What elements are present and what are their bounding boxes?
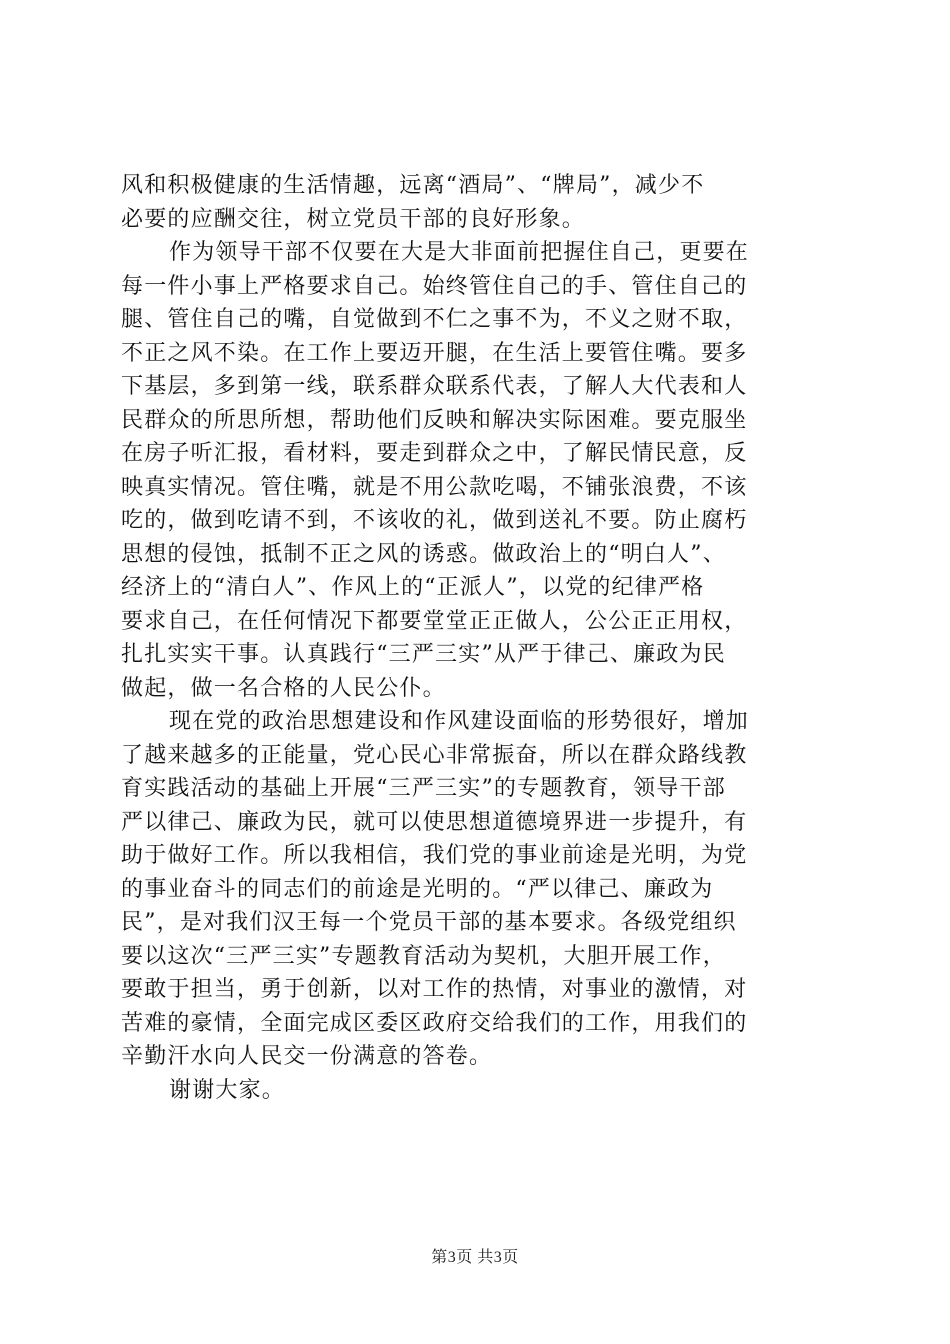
- text-line: 要敢于担当，勇于创新，以对工作的热情，对事业的激情，对: [121, 977, 748, 1002]
- page-number-footer: 第3页 共3页: [431, 1249, 519, 1266]
- text-line: 谢谢大家。: [169, 1077, 286, 1103]
- text-line: 辛勤汗水向人民交一份满意的答卷。: [121, 1044, 493, 1069]
- text-line: 民”，是对我们汉王每一个党员干部的基本要求。各级党组织: [121, 910, 737, 935]
- text-line: 现在党的政治思想建设和作风建设面临的形势很好，增加: [169, 709, 750, 734]
- text-line: 做起，做一名合格的人民公仆。: [121, 675, 446, 701]
- text-line: 苦难的豪情，全面完成区委区政府交给我们的工作，用我们的: [121, 1010, 748, 1036]
- text-line: 不正之风不染。在工作上要迈开腿，在生活上要管住嘴。要多: [121, 340, 748, 366]
- text-line: 要求自己，在任何情况下都要堂堂正正做人，公公正正用权，: [121, 608, 748, 634]
- text-line: 每一件小事上严格要求自己。始终管住自己的手、管住自己的: [121, 273, 748, 299]
- paragraph-2: [121, 236, 831, 705]
- text-line: 作为领导干部不仅要在大是大非面前把握住自己，更要在: [169, 240, 750, 265]
- text-line: 了越来越多的正能量，党心民心非常振奋，所以在群众路线教: [121, 742, 748, 768]
- text-line: 在房子听汇报，看材料，要走到群众之中，了解民情民意，反: [121, 441, 748, 466]
- text-line: 育实践活动的基础上开展“三严三实”的专题教育，领导干部: [121, 776, 726, 801]
- text-line: 腿、管住自己的嘴，自觉做到不仁之事不为，不义之财不取，: [121, 307, 748, 332]
- paragraph-4: [121, 1074, 831, 1108]
- paragraph-1: [121, 169, 831, 236]
- text-line: 思想的侵蚀，抵制不正之风的诱惑。做政治上的“明白人”、: [121, 541, 726, 567]
- paragraph-3: [121, 705, 831, 1074]
- text-line: 风和积极健康的生活情趣，远离“酒局”、“牌局”，减少不: [121, 173, 705, 198]
- text-line: 经济上的“清白人”、作风上的“正派人”，以党的纪律严格: [121, 575, 705, 600]
- text-line: 映真实情况。管住嘴，就是不用公款吃喝，不铺张浪费，不该: [121, 474, 748, 500]
- text-line: 扎扎实实干事。认真践行“三严三实”从严于律己、廉政为民: [121, 642, 726, 667]
- text-line: 下基层，多到第一线，联系群众联系代表，了解人大代表和人: [121, 374, 748, 399]
- text-line: 必要的应酬交往，树立党员干部的良好形象。: [121, 206, 586, 232]
- text-line: 助于做好工作。所以我相信，我们党的事业前途是光明，为党: [121, 843, 748, 868]
- text-line: 的事业奋斗的同志们的前途是光明的。“严以律己、廉政为: [121, 876, 714, 902]
- document-body: [121, 169, 831, 1107]
- text-line: 吃的，做到吃请不到，不该收的礼，做到送礼不要。防止腐朽: [121, 508, 748, 533]
- text-line: 严以律己、廉政为民，就可以使思想道德境界进一步提升，有: [121, 809, 748, 835]
- text-line: 民群众的所思所想，帮助他们反映和解决实际困难。要克服坐: [121, 407, 748, 433]
- text-line: 要以这次“三严三实”专题教育活动为契机，大胆开展工作，: [121, 943, 726, 969]
